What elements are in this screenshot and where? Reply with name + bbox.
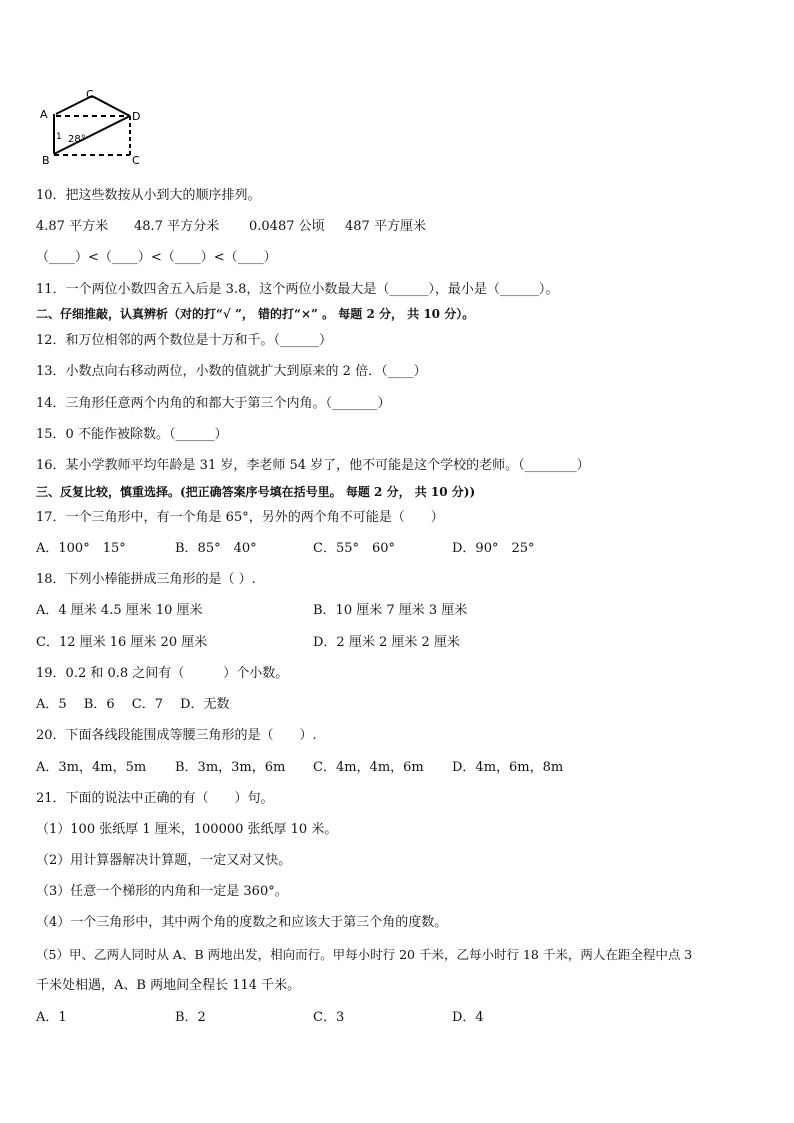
label-d: D	[132, 110, 141, 123]
question-18: 18．下列小棒能拼成三角形的是（ ）.	[36, 572, 256, 587]
question-12: 12．和万位相邻的两个数位是十万和千。（______）	[36, 333, 333, 348]
q17-option-b[interactable]: B．85° 40°	[175, 541, 257, 556]
q10-item-1: 4.87 平方米	[36, 219, 109, 234]
q21-option-c[interactable]: C．3	[313, 1010, 345, 1025]
section-3-heading: 三、反复比较，慎重选择。(把正确答案序号填在括号里。 每题 2 分， 共 10 分))	[36, 485, 476, 499]
label-a: A	[40, 108, 48, 121]
q20-option-a[interactable]: A．3m，4m，5m	[36, 760, 147, 775]
question-20: 20．下面各线段能围成等腰三角形的是（ ）.	[36, 728, 317, 743]
q20-option-d[interactable]: D．4m，6m，8m	[452, 760, 564, 775]
question-21: 21．下面的说法中正确的有（ ）句。	[36, 791, 274, 806]
q18-option-c[interactable]: C．12 厘米 16 厘米 20 厘米	[36, 635, 208, 650]
segment-cd	[92, 96, 130, 116]
q20-option-b[interactable]: B．3m，3m，6m	[175, 760, 286, 775]
q21-statement-2: （2）用计算器解决计算题，一定又对又快。	[36, 853, 292, 868]
label-angle-1: 1	[56, 132, 62, 142]
q20-option-c[interactable]: C．4m，4m，6m	[313, 760, 424, 775]
label-c-bottom: C	[132, 154, 140, 166]
q10-answer-blanks[interactable]: （____）<（____）<（____）<（____）	[36, 250, 277, 265]
segment-bd	[54, 116, 130, 154]
question-10: 10．把这些数按从小到大的顺序排列。	[36, 188, 261, 203]
q21-statement-5: （5）甲、乙两人同时从 A、B 两地出发，相向而行。甲每小时行 20 千米，乙每小时行 18 千米，两人在距全程中点 3	[36, 947, 693, 962]
q18-option-d[interactable]: D．2 厘米 2 厘米 2 厘米	[313, 635, 460, 650]
question-19: 19．0.2 和 0.8 之间有（ ）个小数。	[36, 666, 289, 681]
q17-option-a[interactable]: A．100° 15°	[36, 541, 126, 556]
question-17: 17．一个三角形中，有一个角是 65°，另外的两个角不可能是（ ）	[36, 510, 444, 525]
q10-item-4: 487 平方厘米	[345, 219, 426, 234]
label-b: B	[42, 154, 50, 166]
q21-option-d[interactable]: D．4	[452, 1010, 484, 1025]
geometry-figure	[36, 86, 148, 166]
label-c-top: C	[86, 88, 94, 101]
q21-option-a[interactable]: A．1	[36, 1010, 67, 1025]
q17-option-d[interactable]: D．90° 25°	[452, 541, 535, 556]
q18-option-a[interactable]: A．4 厘米 4.5 厘米 10 厘米	[36, 603, 203, 618]
question-15: 15．0 不能作被除数。（______）	[36, 427, 228, 442]
q21-statement-5-cont: 千米处相遇，A、B 两地间全程长 114 千米。	[36, 978, 301, 993]
label-angle-28: 28°	[68, 134, 86, 145]
q21-statement-3: （3）任意一个梯形的内角和一定是 360°。	[36, 884, 288, 899]
section-2-heading: 二、仔细推敲，认真辨析（对的打“√ ”， 错的打“×” 。 每题 2 分， 共 10 分）。	[36, 307, 475, 321]
q17-option-c[interactable]: C．55° 60°	[313, 541, 396, 556]
q18-option-b[interactable]: B．10 厘米 7 厘米 3 厘米	[313, 603, 468, 618]
q19-options[interactable]: A．5 B．6 C．7 D．无数	[36, 697, 230, 712]
question-16: 16．某小学教师平均年龄是 31 岁，李老师 54 岁了，他不可能是这个学校的老师。（________）	[36, 458, 590, 473]
q21-statement-1: （1）100 张纸厚 1 厘米，100000 张纸厚 10 米。	[36, 822, 338, 837]
q10-item-2: 48.7 平方分米	[134, 219, 220, 234]
q10-item-3: 0.0487 公顷	[249, 219, 325, 234]
q21-option-b[interactable]: B．2	[175, 1010, 206, 1025]
question-11: 11．一个两位小数四舍五入后是 3.8，这个两位小数最大是（______），最小是（______）。	[36, 282, 559, 297]
question-14: 14．三角形任意两个内角的和都大于第三个内角。（_______）	[36, 396, 391, 411]
question-13: 13．小数点向右移动两位，小数的值就扩大到原来的 2 倍．（____）	[36, 364, 427, 379]
q21-statement-4: （4）一个三角形中，其中两个角的度数之和应该大于第三个角的度数。	[36, 915, 448, 930]
